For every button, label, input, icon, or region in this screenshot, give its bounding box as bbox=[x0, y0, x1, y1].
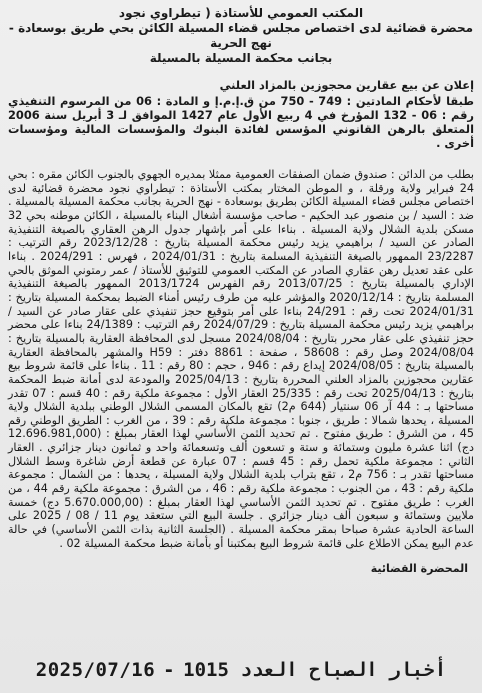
office-address: بجانب محكمة المسيلة بالمسيلة bbox=[149, 51, 333, 65]
publication-footer bbox=[0, 651, 482, 689]
office-header bbox=[8, 6, 474, 66]
office-name: المكتب العمومي للأستاذة ( تيطراوي نجود bbox=[118, 6, 364, 20]
notice-body-paragraph: بطلب من الدائن : صندوق ضمان الصفقات العمومية ممثلا بمديره الجهوي بالجنوب الكائن مقره : بحي 24 فبراير ولاية ورقلة ، و الموطن المختار بمكتب الأستاذة : تيطراوي نجود محضرة قضائية لدى اختصاص مجلس قضاء المسيلة الكائن بطريق بوسعادة - نهج الحرية بجانب محكمة المسيلة بالمسيلة . ضد : السيد / بن منصور عبد الحكيم - صاحب مؤسسة أشغال البناء بالمسيلة ، الكائن موطنه بحي 32 مسكن بلدية الشلال ولاية المسيلة . بناءا على أمر بإشهار جدول الرهن العقاري بالصيغة التنفيذية الصادر عن السيد / براهيمي يزيد رئيس محكمة المسيلة بتاريخ : 2023/12/28 رقم الترتيب : 23/2287 الممهور بالصيغة التنفيذية المسلمة بتاريخ : 2024/01/31 ، فهرس : 2024/291 . بناءا على عقد تعديل رهن عقاري الصادر عن المكتب العمومي للتوثيق للأستاذ / عمر رمتوني الموثق بالحي الإداري بالمسيلة بتاريخ : 2013/07/25 رقم الفهرس 2013/1724 الممهور بالصيغة التنفيذية المسلمة بتاريخ : 2020/12/14 والمؤشر عليه من طرف رئيس أمناء الضبط بمحكمة المسيلة بتاريخ : 2024/01/31 تحت رقم : 24/291 بناءا على أمر بتوقيع حجز تنفيذي على عقار صادر عن السيد / براهيمي يزيد رئيس محكمة المسيلة بتاريخ : 2024/07/29 رقم الترتيب : 24/1389 بناءا على محضر حجز تنفيذي على عقار محرر بتاريخ : 2024/08/04 مسجل لدى المحافظة العقارية بالمسيلة بتاريخ : 2024/08/04 وصل رقم : 58608 ، صفحة : 8861 دفتر : H59 والمشهر بالمحافظة العقارية بالمسيلة بتاريخ : 2024/08/05 إيداع رقم : 946 ، حجم : 80 رقم : 11 . بناءا على قائمة شروط بيع عقارين محجوزين بالمزاد العلني المحررة بتاريخ : 2025/04/13 والمودعة لدى أمانة ضبط المحكمة بتاريخ : 2025/04/13 تحت رقم : 25/335 العقار الأول : مجموعة ملكية رقم : 40 قسم : 07 تقدر مساحتها بـ : 44 آر 06 سنتيار (644 م2) تقع بالمكان المسمى الشلال الوطني ببلدية الشلال ولاية المسيلة ، يحدها شمالا : طريق ، جنوبا : مجموعة ملكية رقم : 39 ، من الغرب : الطريق الوطني رقم 45 ، من الشرق : طريق مفتوح . تم تحديد الثمن الأساسي لهذا العقار بمبلغ : (12.696.981,000 دج) اثنا عشرة مليون وستمائة و ستة و تسعون ألف وتسعمائة واحد و ثمانون دينار جزائري . العقار الثاني : مجموعة ملكية تحمل رقم : 45 قسم : 07 عبارة عن قطعة أرض شاغرة وسط الشلال مساحتها تقدر بـ : 756 م2 ، تقع بتراب بلدية الشلال ولاية المسيلة ، يحدها : من الشمال : مجموعة ملكية رقم : 43 ، من الجنوب : مجموعة ملكية رقم : 46 ، من الشرق : مجموعة ملكية رقم 44 ، من الغرب : طريق مفتوح . تم تحديد الثمن الأساسي لهذا العقار بمبلغ : (5.670.000,00 دج) خمسة ملايين وستمائة و سبعون ألف دينار جزائري . جلسة البيع التي ستعقد يوم 11 / 08 / 2025 على الساعة الحادية عشرة صباحا بمقر محكمة المسيلة . (الجلسة الثانية بذات الثمن الأساسي) في حالة عدم البيع يمكن الاطلاع على قائمة شروط البيع بمكتبنا أو بأمانة ضبط محكمة المسيلة 02 . bbox=[8, 168, 475, 550]
notice-title: إعلان عن بيع عقارين محجوزين بالمزاد العلني bbox=[219, 78, 474, 92]
notice-body bbox=[8, 168, 474, 550]
publication-issue: أخبار الصباح العدد 1015 bbox=[183, 659, 447, 681]
office-jurisdiction: محضرة قضائية لدى اختصاص مجلس قضاء المسيلة الكائن بحي طريق بوسعادة - نهج الحرية bbox=[8, 21, 474, 50]
publication-date: 2025/07/16 bbox=[35, 659, 156, 681]
notice-legal-basis: طبقا لأحكام المادتين : 749 - 750 من ق.إ.م.إ و المادة : 06 من المرسوم التنفيذي رقم : 06 - 132 المؤرخ في 4 ربيع الأول عام 1427 الموافق لـ 3 أبريل سنة 2006 المتعلق بالرهن القانوني المؤسس لفائدة البنوك والمؤسسات المالية ومؤسسات أخرى . bbox=[8, 94, 474, 150]
footer-separator: - bbox=[163, 659, 176, 681]
bailiff-signature: المحضرة القضائية bbox=[370, 562, 468, 576]
